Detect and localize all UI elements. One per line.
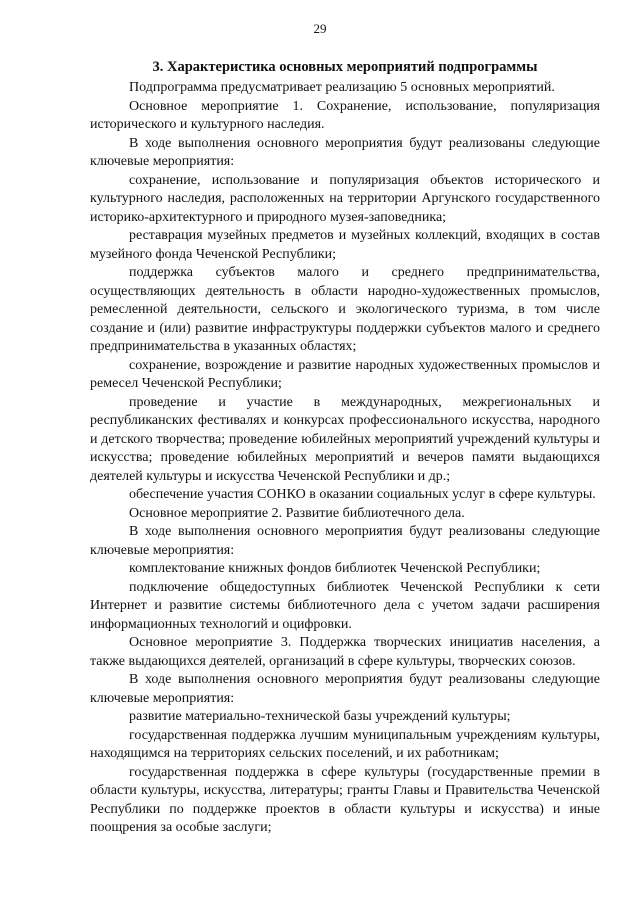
paragraph: подключение общедоступных библиотек Чеченской Республики к сети Интернет и развитие системы библиотечного дела с учетом задачи расширения информационных технологий и оцифровки. bbox=[90, 579, 600, 632]
section-heading: 3. Характеристика основных мероприятий подпрограммы bbox=[152, 59, 538, 75]
paragraph: сохранение, использование и популяризация объектов исторического и культурного наследия, расположенных на территории Аргунского государственного историко-архитектурного и природного музея-заповедника; bbox=[90, 172, 600, 225]
paragraph: В ходе выполнения основного мероприятия будут реализованы следующие ключевые мероприятия: bbox=[90, 135, 600, 169]
paragraph: В ходе выполнения основного мероприятия будут реализованы следующие ключевые мероприятия: bbox=[90, 524, 600, 558]
paragraph: государственная поддержка лучшим муниципальным учреждениям культуры, находящимся на территориях сельских поселений, и их работникам; bbox=[90, 727, 600, 761]
paragraph: комплектование книжных фондов библиотек Чеченской Республики; bbox=[129, 561, 541, 576]
page-number: 29 bbox=[313, 21, 327, 36]
paragraph: проведение и участие в международных, межрегиональных и республиканских фестивалях и конкурсах профессионального искусства, народного и детского творчества; проведение юбилейных мероприятий учреждений культуры и искусства; проведение юбилейных мероприятий и вечеров памяти выдающихся деятелей культуры и искусства Чеченской Республики и др.; bbox=[90, 394, 600, 484]
paragraph: Основное мероприятие 1. Сохранение, использование, популяризация исторического и культурного наследия. bbox=[90, 98, 600, 132]
paragraph: В ходе выполнения основного мероприятия будут реализованы следующие ключевые мероприятия: bbox=[90, 672, 600, 706]
paragraph: поддержка субъектов малого и среднего предпринимательства, осуществляющих деятельность в области народно-художественных промыслов, ремесленной деятельности, сельского и экологического туризма, в том числе создание и (или) развитие инфраструктуры поддержки субъектов малого и среднего предпринимательства в указанных областях; bbox=[90, 265, 600, 354]
page-content bbox=[90, 58, 600, 838]
paragraph: обеспечение участия СОНКО в оказании социальных услуг в сфере культуры. bbox=[129, 487, 596, 502]
paragraph: Основное мероприятие 2. Развитие библиотечного дела. bbox=[129, 505, 465, 521]
paragraph: Основное мероприятие 3. Поддержка творческих инициатив населения, а также выдающихся деятелей, организаций в сфере культуры, творческих союзов. bbox=[90, 635, 600, 669]
paragraph: государственная поддержка в сфере культуры (государственные премии в области культуры, искусства, литературы; гранты Главы и Правительства Чеченской Республики по поддержке проектов в области культуры и искусства) и иные поощрения за особые заслуги; bbox=[90, 764, 600, 835]
paragraph: развитие материально-технической базы учреждений культуры; bbox=[129, 709, 511, 724]
paragraph: Подпрограмма предусматривает реализацию 5 основных мероприятий. bbox=[129, 80, 555, 95]
paragraph: реставрация музейных предметов и музейных коллекций, входящих в состав музейного фонда Чеченской Республики; bbox=[90, 228, 600, 262]
paragraph: сохранение, возрождение и развитие народных художественных промыслов и ремесел Чеченской Республики; bbox=[90, 357, 600, 391]
